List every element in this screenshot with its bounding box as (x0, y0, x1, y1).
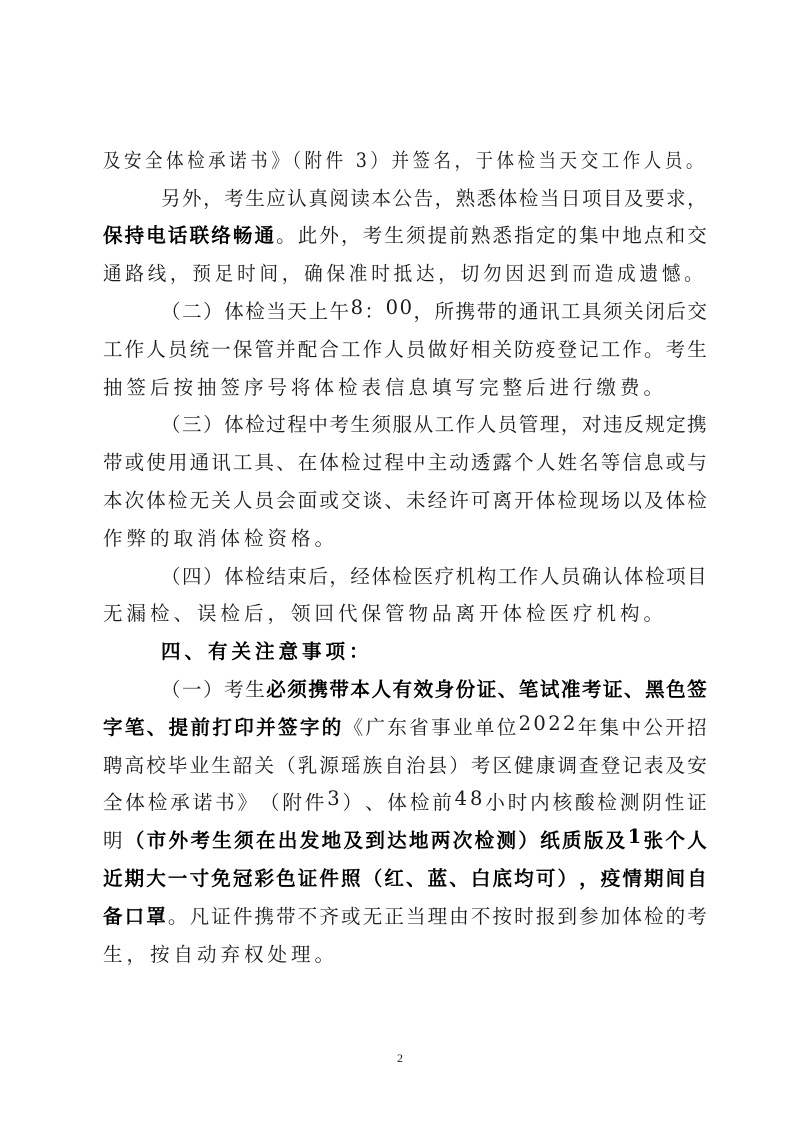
text-line: 保 持 电 话 联 络 畅 通 。 此 外 ， 考 生 须 提 前 熟 悉 指 定 的 集 中 地 点 和 交 (103, 224, 707, 248)
text-line: 工 作 人 员 统 一 保 管 并 配 合 工 作 人 员 做 好 相 关 防 疫 登 记 工 作 。 考 生 (103, 337, 707, 361)
body-text: 无漏检、误检后，领回代保管物品离开体检医疗机构。 (103, 602, 668, 626)
text-line: 聘 高 校 毕 业 生 韶 关 （ 乳 源 瑶 族 自 治 县 ） 考 区 健 康 调 查 登 记 表 及 安 (103, 753, 707, 777)
text-line (103, 934, 707, 972)
text-line: 近 期 大 一 寸 免 冠 彩 色 证 件 照 （ 红 、 蓝 、 白 底 均 可 ） ， 疫 情 期 间 自 (103, 867, 707, 891)
emphasis-text: 四、有关注意事项： (161, 640, 373, 664)
text-line: 字 笔 、 提 前 打 印 并 签 字 的 《 广 东 省 事 业 单 位 2 0 2 2 年 集 中 公 开 招 (103, 711, 707, 739)
text-line: 全 体 检 承 诺 书 》 （ 附 件 3 ） 、 体 检 前 4 8 小 时 内 核 酸 检 测 阴 性 证 (103, 787, 707, 815)
text-line: 另 外 ， 考 生 应 认 真 阅 读 本 公 告 ， 熟 悉 体 检 当 日 项 目 及 要 求 ， (161, 186, 707, 210)
body-text: 及安全体检承诺书》（附件 3）并签名，于体检当天交工作人员。 (103, 148, 707, 172)
text-line: 明 （ 市 外 考 生 须 在 出 发 地 及 到 达 地 两 次 检 测 ） 纸 质 版 及 1 张 个 人 (103, 825, 707, 853)
document-body (103, 140, 707, 972)
text-line: （ 二 ） 体 检 当 天 上 午 8 ： 0 0 ， 所 携 带 的 通 讯 工 具 须 关 闭 后 交 (161, 296, 707, 324)
body-text: 抽签后按抽签序号将体检表信息填写完整后进行缴费。 (103, 375, 668, 399)
text-line (103, 594, 707, 632)
text-line: 本 次 体 检 无 关 人 员 会 面 或 交 谈 、 未 经 许 可 离 开 体 检 现 场 以 及 体 检 (103, 489, 707, 513)
page-number: 2 (397, 1051, 403, 1065)
text-line (103, 140, 707, 178)
text-line: 备 口 罩 。 凡 证 件 携 带 不 齐 或 无 正 当 理 由 不 按 时 报 到 参 加 体 检 的 考 (103, 904, 707, 928)
text-line: 带 或 使 用 通 讯 工 具 、 在 体 检 过 程 中 主 动 透 露 个 人 姓 名 等 信 息 或 与 (103, 451, 707, 475)
text-line: （ 一 ） 考 生 必 须 携 带 本 人 有 效 身 份 证 、 笔 试 准 考 证 、 黑 色 签 (161, 678, 707, 702)
body-text: 通路线，预足时间，确保准时抵达，切勿因迟到而造成遗憾。 (103, 262, 707, 286)
text-line (103, 518, 707, 556)
text-line (103, 367, 707, 405)
text-line: （ 四 ） 体 检 结 束 后 ， 经 体 检 医 疗 机 构 工 作 人 员 确 认 体 检 项 目 (161, 564, 707, 588)
body-text: 作弊的取消体检资格。 (103, 526, 339, 550)
body-text: 生，按自动弃权处理。 (103, 942, 339, 966)
text-line: （ 三 ） 体 检 过 程 中 考 生 须 服 从 工 作 人 员 管 理 ， 对 违 反 规 定 携 (161, 413, 707, 437)
section-heading (103, 631, 707, 669)
text-line (103, 253, 707, 291)
